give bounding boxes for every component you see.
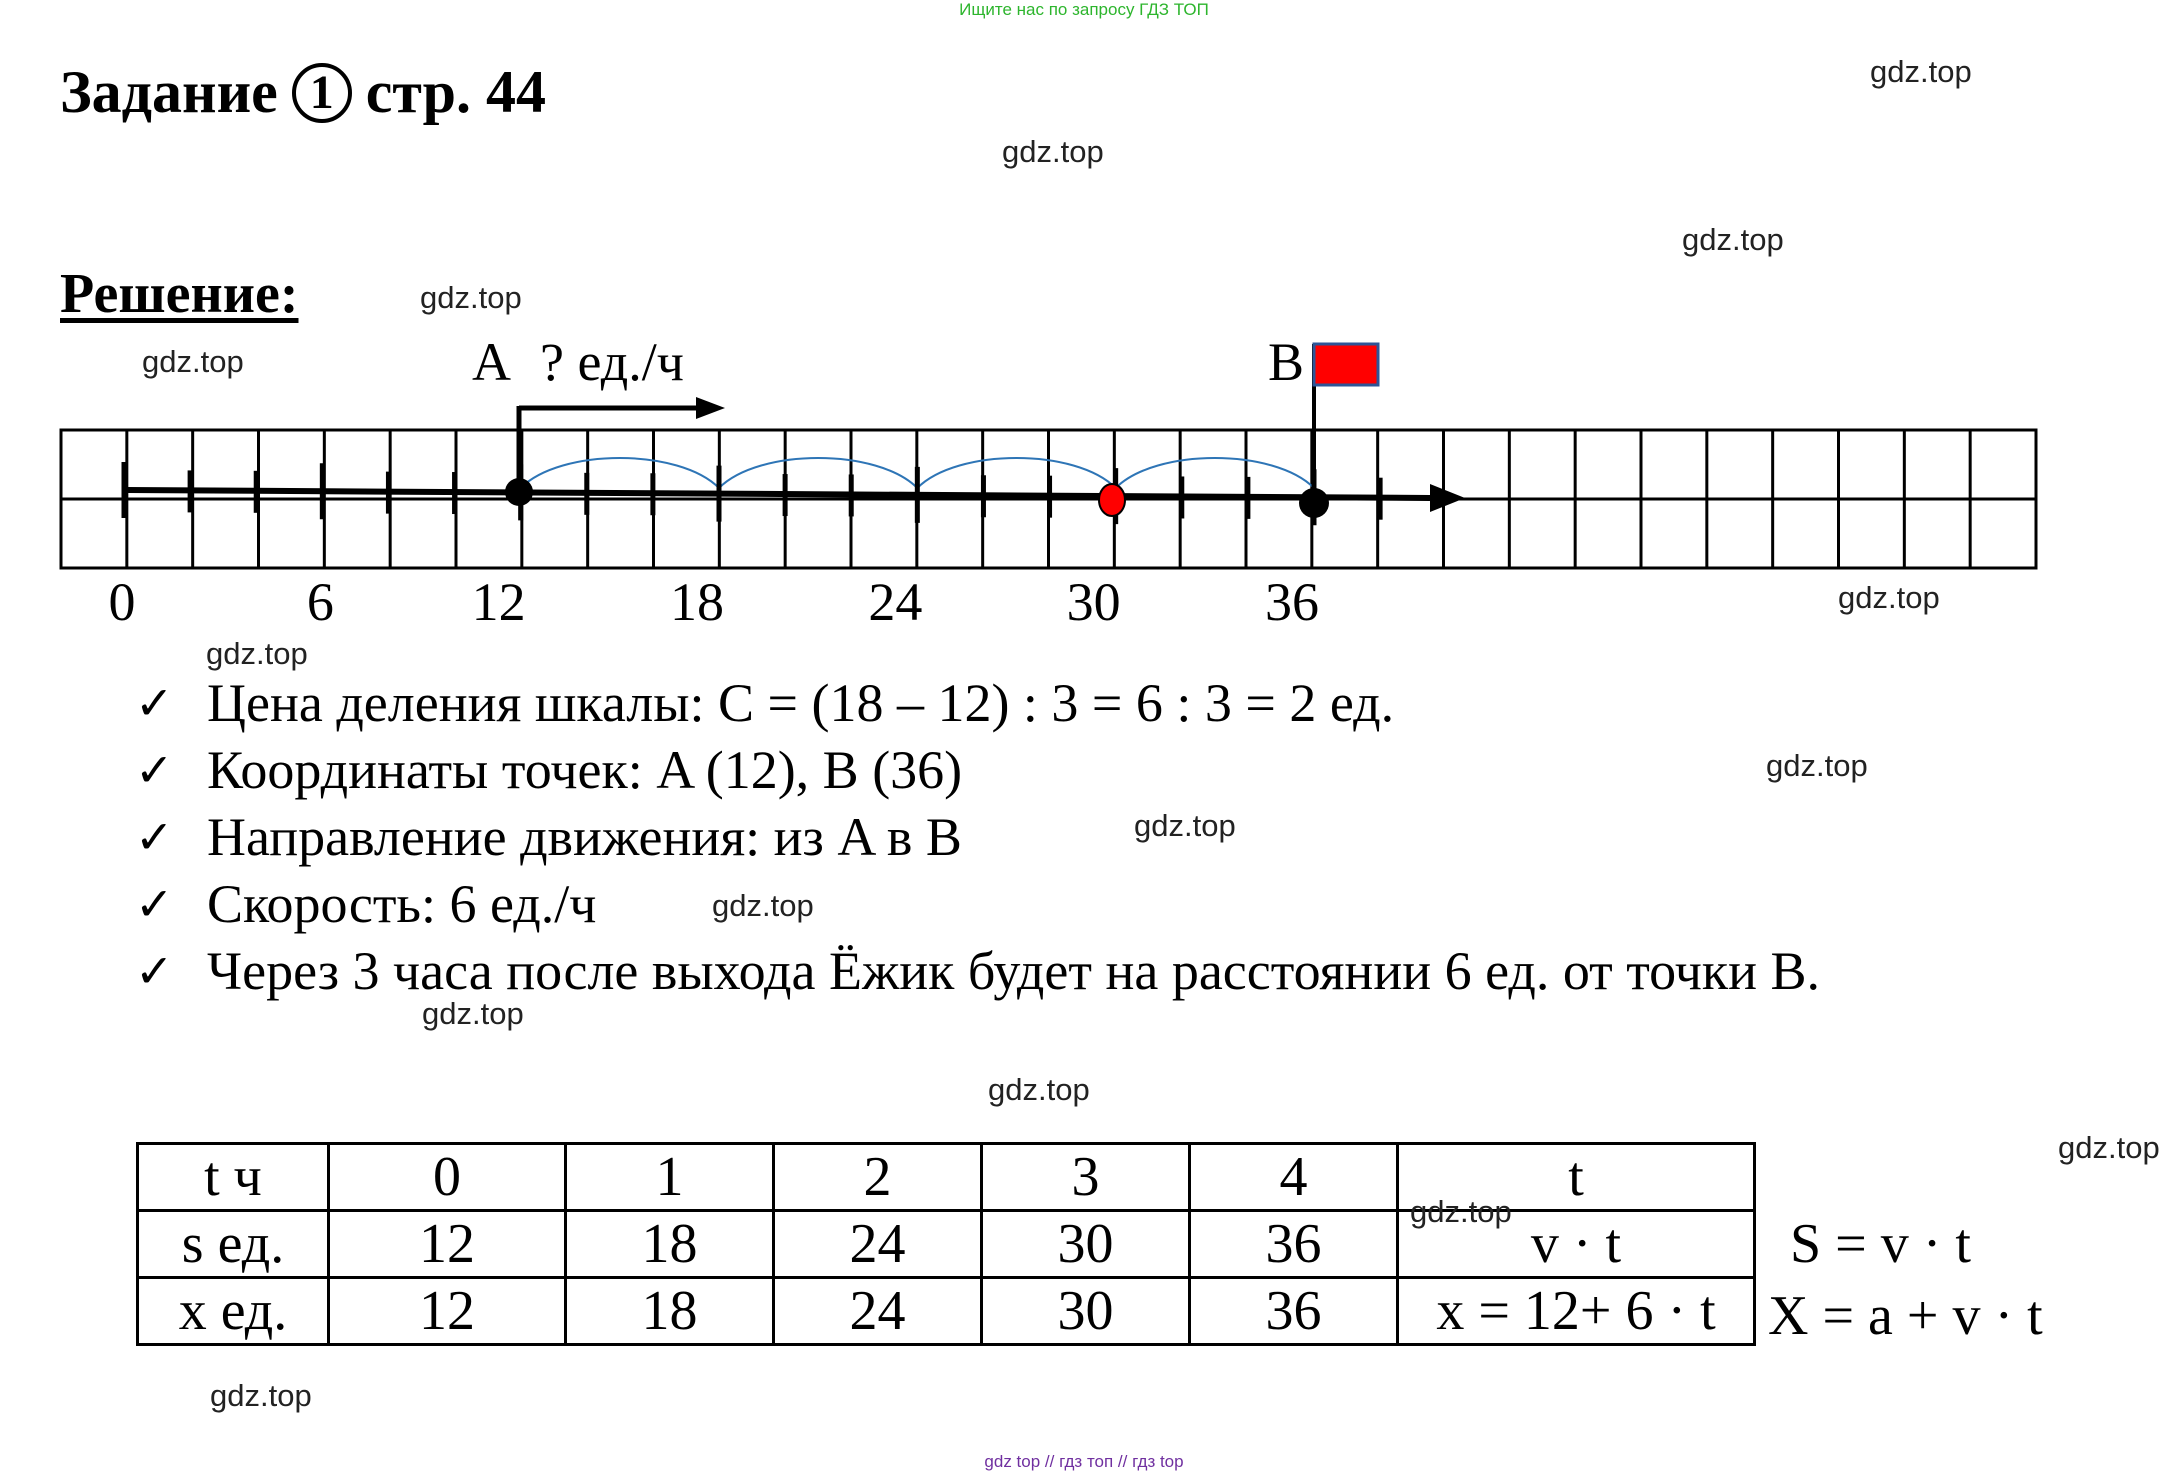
watermark: gdz.top bbox=[1134, 808, 1236, 843]
table-cell: 2 bbox=[774, 1144, 982, 1211]
point-a bbox=[505, 478, 533, 506]
table-row bbox=[138, 1278, 1755, 1345]
task-heading-prefix: Задание bbox=[60, 59, 278, 125]
tick-label: 30 bbox=[1066, 572, 1121, 632]
list-item bbox=[135, 670, 1820, 737]
search-hint: Ищите нас по запросу ГДЗ ТОП bbox=[959, 0, 1209, 19]
table-cell: 18 bbox=[566, 1278, 774, 1345]
speed-arc bbox=[719, 458, 917, 488]
check-icon: ✓ bbox=[135, 810, 174, 864]
table-cell: 36 bbox=[1190, 1211, 1398, 1278]
table-row bbox=[138, 1144, 1755, 1211]
speed-arc bbox=[521, 458, 719, 488]
table-cell: 30 bbox=[982, 1211, 1190, 1278]
solution-list bbox=[135, 670, 1820, 1005]
table-cell: t bbox=[1398, 1144, 1755, 1211]
direction-arrowhead bbox=[696, 397, 725, 419]
speed-arc bbox=[1116, 458, 1314, 488]
watermark: gdz.top bbox=[1410, 1194, 1512, 1229]
task-number: 1 bbox=[309, 66, 334, 119]
table-cell: 4 bbox=[1190, 1144, 1398, 1211]
table-cell: 30 bbox=[982, 1278, 1190, 1345]
table-cell: 12 bbox=[329, 1211, 566, 1278]
watermark: gdz.top bbox=[1002, 134, 1104, 169]
intermediate-point bbox=[1099, 484, 1125, 516]
table-cell: s ед. bbox=[138, 1211, 329, 1278]
watermark: gdz.top bbox=[988, 1072, 1090, 1107]
check-icon: ✓ bbox=[135, 944, 174, 998]
table-cell: x = 12+ 6 · t bbox=[1398, 1278, 1755, 1345]
point-a-label: A bbox=[472, 332, 511, 392]
task-heading-page: стр. 44 bbox=[365, 59, 547, 125]
tick-label: 24 bbox=[868, 572, 923, 632]
point-b-label: B bbox=[1268, 332, 1305, 392]
axis-arrowhead bbox=[1430, 484, 1465, 512]
motion-table bbox=[136, 1142, 1756, 1346]
watermark: gdz.top bbox=[1838, 580, 1940, 615]
table-cell: 24 bbox=[774, 1278, 982, 1345]
bullet-text: Скорость: 6 ед./ч bbox=[207, 874, 597, 934]
table-cell: 24 bbox=[774, 1211, 982, 1278]
list-item bbox=[135, 804, 1820, 871]
table-cell: 0 bbox=[329, 1144, 566, 1211]
table-cell: 36 bbox=[1190, 1278, 1398, 1345]
check-icon: ✓ bbox=[135, 877, 174, 931]
watermark: gdz.top bbox=[142, 344, 244, 379]
watermark: gdz.top bbox=[1870, 54, 1972, 89]
table-cell: 12 bbox=[329, 1278, 566, 1345]
table-cell: v · t bbox=[1398, 1211, 1755, 1278]
table-cell: x ед. bbox=[138, 1278, 329, 1345]
watermark: gdz.top bbox=[420, 280, 522, 315]
task-heading bbox=[60, 58, 546, 127]
bullet-text: Через 3 часа после выхода Ёжик будет на расстоянии 6 ед. от точки B. bbox=[207, 941, 1821, 1001]
footer-note: gdz top // гдз топ // гдз top bbox=[984, 1452, 1184, 1471]
distance-formula: S = v · t bbox=[1790, 1213, 1971, 1275]
table-cell: 1 bbox=[566, 1144, 774, 1211]
watermark: gdz.top bbox=[2058, 1130, 2160, 1165]
table-cell: 18 bbox=[566, 1211, 774, 1278]
speed-label: ? ед./ч bbox=[540, 332, 684, 392]
table-cell: t ч bbox=[138, 1144, 329, 1211]
bullet-text: Цена деления шкалы: C = (18 – 12) : 3 = 6 : 3 = 2 ед. bbox=[207, 673, 1395, 733]
check-icon: ✓ bbox=[135, 676, 174, 730]
watermark: gdz.top bbox=[1682, 222, 1784, 257]
watermark: gdz.top bbox=[1766, 748, 1868, 783]
tick-label: 18 bbox=[670, 572, 724, 632]
watermark: gdz.top bbox=[422, 996, 524, 1031]
list-item bbox=[135, 737, 1820, 804]
table-row bbox=[138, 1211, 1755, 1278]
solution-label: Решение: bbox=[60, 263, 299, 325]
check-icon: ✓ bbox=[135, 743, 174, 797]
speed-arc bbox=[917, 458, 1115, 488]
point-b bbox=[1299, 488, 1329, 518]
tick-labels bbox=[109, 572, 1320, 632]
list-item bbox=[135, 938, 1820, 1005]
flag bbox=[1314, 344, 1378, 385]
tick-label: 6 bbox=[306, 572, 334, 632]
bullet-text: Координаты точек: A (12), B (36) bbox=[207, 740, 963, 800]
watermark: gdz.top bbox=[206, 636, 308, 671]
watermark: gdz.top bbox=[712, 888, 814, 923]
task-number-circle bbox=[292, 63, 352, 123]
tick-label: 36 bbox=[1265, 572, 1319, 632]
tick-label: 0 bbox=[108, 572, 136, 632]
table-cell: 3 bbox=[982, 1144, 1190, 1211]
tick-label: 12 bbox=[471, 572, 526, 632]
number-line-diagram bbox=[0, 320, 2168, 650]
list-item bbox=[135, 871, 1820, 938]
bullet-text: Направление движения: из A в B bbox=[207, 807, 962, 867]
coordinate-formula: X = a + v · t bbox=[1768, 1285, 2043, 1347]
watermark: gdz.top bbox=[210, 1378, 312, 1413]
